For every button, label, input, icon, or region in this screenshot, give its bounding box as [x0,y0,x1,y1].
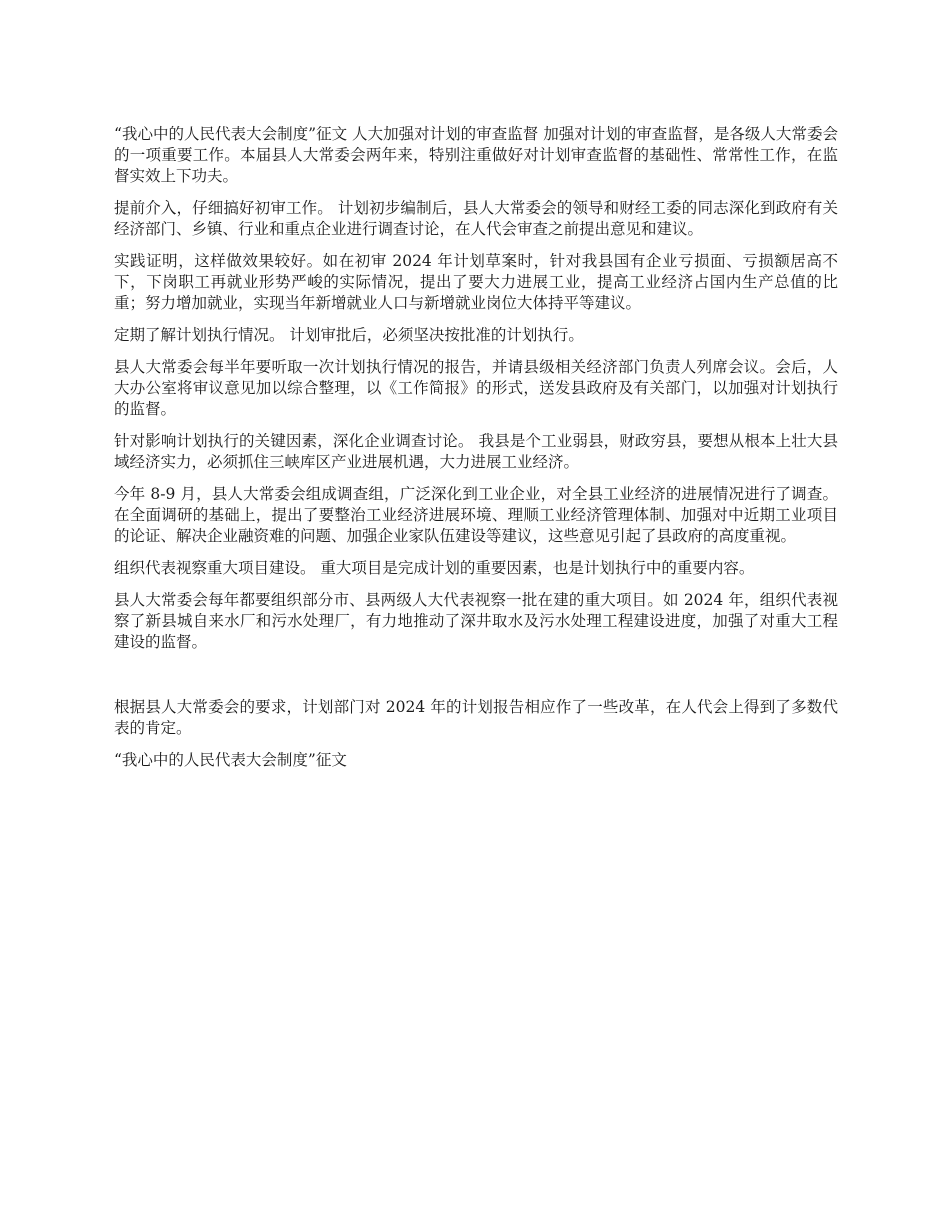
paragraph-practice: 实践证明，这样做效果较好。如在初审 2024 年计划草案时，针对我县国有企业亏损面、亏损额居高不下，下岗职工再就业形势严峻的实际情况，提出了要大力进展工业，提高工业经济占国内生产总值的比重；努力增加就业，实现当年新增就业人口与新增就业岗位大体持平等建议。 [114,252,838,312]
paragraph-intro: “我心中的人民代表大会制度”征文 人大加强对计划的审查监督 加强对计划的审查监督，是各级人大常委会的一项重要工作。本届县人大常委会两年来，特别注重做好对计划审查监督的基础性、常常性工作，在监督实效上下功夫。 [114,125,838,185]
paragraph-reform: 根据县人大常委会的要求，计划部门对 2024 年的计划报告相应作了一些改革，在人代会上得到了多数代表的肯定。 [114,698,838,737]
paragraph-key-factors: 针对影响计划执行的关键因素，深化企业调查讨论。 我县是个工业弱县，财政穷县，要想从根本上壮大县域经济实力，必须抓住三峡库区产业进展机遇，大力进展工业经济。 [114,432,838,471]
document-body [114,124,838,782]
paragraph-early-review: 提前介入，仔细搞好初审工作。 计划初步编制后，县人大常委会的领导和财经工委的同志深化到政府有关经济部门、乡镇、行业和重点企业进行调查讨论，在人代会审查之前提出意见和建议。 [114,199,838,238]
paragraph-investigation: 今年 8-9 月，县人大常委会组成调查组，广泛深化到工业企业，对全县工业经济的进展情况进行了调查。在全面调研的基础上，提出了要整治工业经济进展环境、理顺工业经济管理体制、加强对中近期工业项目的论证、解决企业融资难的问题、加强企业家队伍建设等建议，这些意见引起了县政府的高度重视。 [114,485,838,545]
paragraph-gap [114,664,838,697]
paragraph-execution-heading: 定期了解计划执行情况。 计划审批后，必须坚决按批准的计划执行。 [114,326,584,344]
paragraph-inspection-detail: 县人大常委会每年都要组织部分市、县两级人大代表视察一批在建的重大项目。如 2024 年，组织代表视察了新县城自来水厂和污水处理厂，有力地推动了深井取水及污水处理工程建设进度，加强了对重大工程建设的监督。 [114,591,838,651]
paragraph-closing: “我心中的人民代表大会制度”征文 [114,751,347,769]
paragraph-execution-report: 县人大常委会每半年要听取一次计划执行情况的报告，并请县级相关经济部门负责人列席会议。会后，人大办公室将审议意见加以综合整理，以《工作简报》的形式，送发县政府及有关部门，以加强对计划执行的监督。 [114,358,838,418]
paragraph-inspection-heading: 组织代表视察重大项目建设。 重大项目是完成计划的重要因素，也是计划执行中的重要内容。 [114,559,755,577]
